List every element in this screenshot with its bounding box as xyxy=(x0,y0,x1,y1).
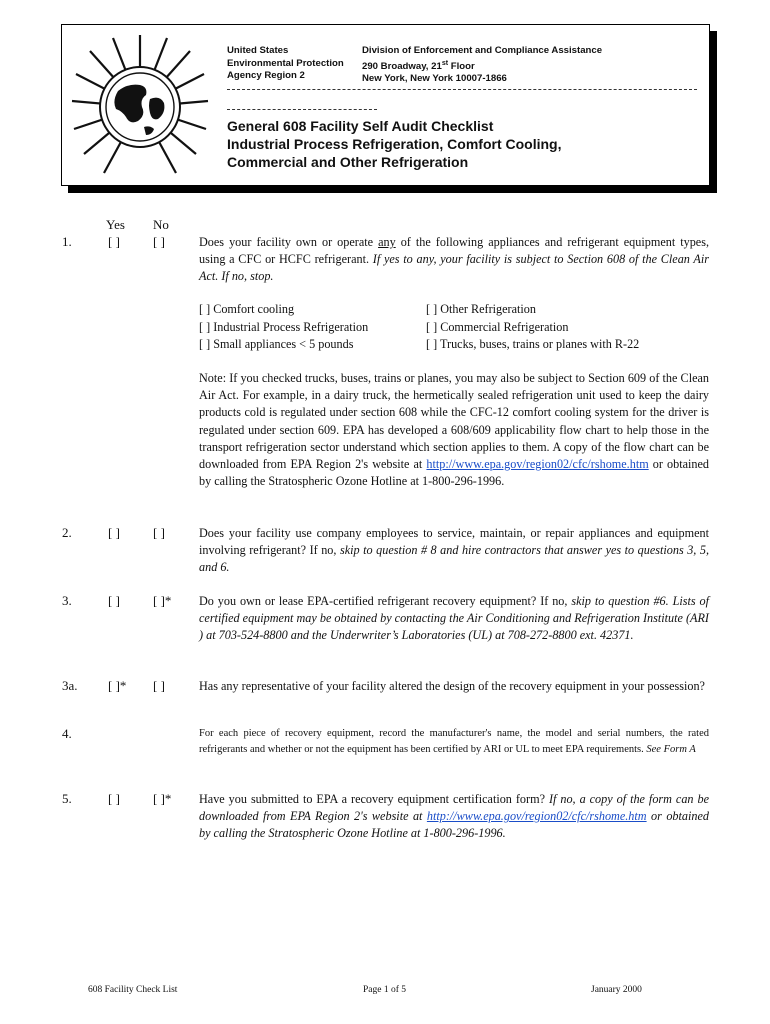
footer-date: January 2000 xyxy=(591,985,642,995)
question-text xyxy=(199,726,709,758)
page-number: Page 1 of 5 xyxy=(363,985,407,995)
question-number: 2. xyxy=(62,525,72,540)
text-part: Do you own or lease EPA-certified refrigerant recovery equipment? If no, xyxy=(199,594,572,608)
note-text: or obtained by calling the Stratospheric Ozone Hotline at 1-800-296-1996. xyxy=(199,457,709,489)
agency-line: Agency Region 2 xyxy=(227,70,305,81)
text-part: of the following appliances and refrigerant equipment types, using a CFC or HCFC refrigerant. xyxy=(199,235,710,267)
no-checkbox[interactable]: [ ]* xyxy=(153,593,172,608)
yes-column-header: Yes xyxy=(106,217,125,232)
question-number: 1. xyxy=(62,234,72,249)
page-title xyxy=(227,117,561,171)
division-line xyxy=(362,58,602,74)
option-industrial-process[interactable]: [ ] Industrial Process Refrigeration xyxy=(199,319,369,334)
question-text: Has any representative of your facility altered the design of the recovery equipment in your possession? xyxy=(199,679,705,693)
question-text xyxy=(199,234,709,286)
region2-link[interactable]: http://www.epa.gov/region02/cfc/rshome.htm xyxy=(426,457,649,472)
question-text xyxy=(199,791,709,843)
agency-block xyxy=(227,45,344,83)
epa-logo xyxy=(70,29,210,179)
no-column-header: No xyxy=(153,217,169,232)
no-checkbox[interactable]: [ ]* xyxy=(153,791,172,806)
region2-link[interactable]: http://www.epa.gov/region02/cfc/rshome.htm xyxy=(426,809,647,824)
option-other-refrigeration[interactable]: [ ] Other Refrigeration xyxy=(426,302,536,316)
text-part: Does your facility use company employees to service, maintain, or repair appliances and equipment involving refrigerant? If no, xyxy=(199,526,709,558)
text-part: For each piece of recovery equipment, record the manufacturer's name, the model and serial numbers, the rated refrigerants and whether or not the equipment has been certified by ARI or UL to meet EPA requirements. xyxy=(199,728,709,755)
options-left-column xyxy=(199,301,368,354)
text-italic: skip to question #6. Lists of certified equipment may be obtained by contacting the Air Conditioning and Refrigeration Institute (ARI ) at 703-524-8800 and the Underwriter’s Laboratories (UL) at 708-272-8800 ext. 42371. xyxy=(199,594,709,643)
agency-line: United States xyxy=(227,45,289,56)
options-right-column xyxy=(426,301,639,354)
yes-checkbox[interactable]: [ ] xyxy=(108,234,120,249)
note-paragraph xyxy=(199,370,709,490)
question-number: 3. xyxy=(62,593,72,608)
division-line: Division of Enforcement and Compliance Assistance xyxy=(362,45,603,56)
floor-sup: st xyxy=(441,59,449,67)
text-italic: If no, a copy of the form can be downloaded from EPA Region 2's website at xyxy=(199,792,709,824)
text-italic: See Form A xyxy=(646,744,696,755)
title-line: Industrial Process Refrigeration, Comfort Cooling, xyxy=(227,136,562,152)
question-number: 4. xyxy=(62,726,72,741)
option-trucks-buses[interactable]: [ ] Trucks, buses, trains or planes with R-22 xyxy=(426,337,640,351)
header-box xyxy=(61,24,710,186)
text-part: Have you submitted to EPA a recovery equipment certification form? xyxy=(199,792,549,806)
question-number: 3a. xyxy=(62,678,78,693)
text-italic: or obtained by calling the Stratospheric Ozone Hotline at 1-800-296-1996. xyxy=(199,809,709,841)
option-small-appliances[interactable]: [ ] Small appliances < 5 pounds xyxy=(199,337,354,351)
question-number: 5. xyxy=(62,791,72,806)
yes-checkbox[interactable]: [ ] xyxy=(108,525,120,540)
division-line: New York, New York 10007-1866 xyxy=(362,73,507,85)
option-commercial-refrigeration[interactable]: [ ] Commercial Refrigeration xyxy=(426,319,569,334)
division-block xyxy=(362,45,602,86)
question-text xyxy=(199,525,709,577)
text-underlined: any xyxy=(378,235,396,249)
address-street: 290 Broadway, 21 xyxy=(362,60,442,72)
yes-checkbox[interactable]: [ ]* xyxy=(108,678,127,693)
question-text xyxy=(199,593,709,645)
yes-checkbox[interactable]: [ ] xyxy=(108,791,120,806)
divider xyxy=(227,89,697,90)
title-line: General 608 Facility Self Audit Checklist xyxy=(227,118,494,134)
text-italic: skip to question # 8 and hire contractors that answer yes to questions 3, 5, and 6. xyxy=(199,543,710,575)
text-italic: If yes to any, your facility is subject to Section 608 of the Clean Air Act. If no, stop. xyxy=(199,252,709,284)
divider xyxy=(227,109,377,110)
note-text: Note: If you checked trucks, buses, trains or planes, you may also be subject to Section 609 of the Clean Air Act. For example, in a dairy truck, the hermetically sealed refrigeration unit used to keep the dairy products cold is regulated under section 608 while the CFC-12 comfort cooling system for the driver is regulated under section 609. EPA has developed a 608/609 applicability flow chart to help those in the transport refrigeration sector understand which section applies to them. A copy of the flow chart can be downloaded from EPA Region 2's website at xyxy=(199,371,709,472)
agency-line: Environmental Protection xyxy=(227,57,344,69)
no-checkbox[interactable]: [ ] xyxy=(153,234,165,249)
title-line: Commercial and Other Refrigeration xyxy=(227,154,469,170)
floor-word: Floor xyxy=(448,60,475,72)
footer-title: 608 Facility Check List xyxy=(88,985,178,995)
no-checkbox[interactable]: [ ] xyxy=(153,678,165,693)
option-comfort-cooling[interactable]: [ ] Comfort cooling xyxy=(199,302,295,316)
no-checkbox[interactable]: [ ] xyxy=(153,525,165,540)
text-part: Does your facility own or operate xyxy=(199,235,379,249)
yes-checkbox[interactable]: [ ] xyxy=(108,593,120,608)
